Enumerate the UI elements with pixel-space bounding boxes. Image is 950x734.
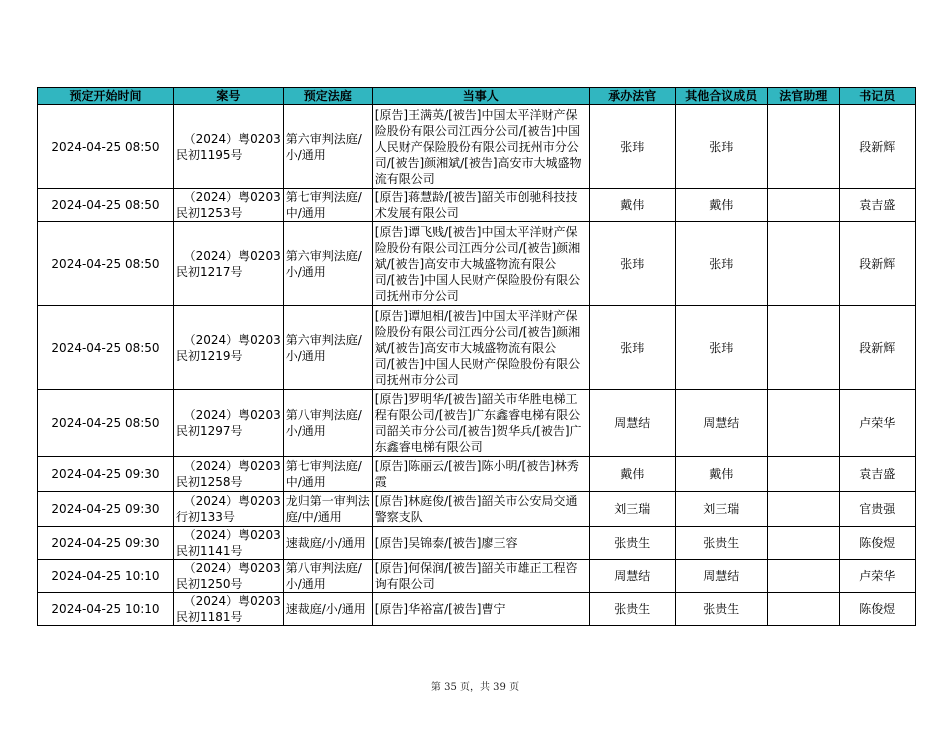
cell-case-number: [174, 390, 284, 457]
cell-text: （2024）粤0203 民初1219号: [176, 332, 281, 363]
cell-text: 张玮: [709, 139, 734, 154]
cell-courtroom: [283, 457, 372, 492]
cell-judge-assistant: [767, 105, 839, 189]
cell-text: 戴伟: [709, 198, 734, 212]
cell-text: 官贵强: [859, 502, 896, 516]
cell-case-number: [174, 593, 284, 626]
cell-panel-members: [675, 105, 767, 189]
cell-panel-members: [675, 527, 767, 560]
cell-parties: [372, 593, 589, 626]
cell-parties: [372, 527, 589, 560]
col-header-start-time: 预定开始时间: [38, 88, 174, 105]
cell-text: 2024-04-25 09:30: [51, 502, 160, 516]
cell-panel-members: [675, 189, 767, 222]
cell-text: 刘三瑞: [614, 502, 651, 516]
cell-text: 第六审判法庭/小/通用: [285, 332, 362, 363]
cell-text: [原告]陈丽云/[被告]陈小明/[被告]林秀霞: [374, 459, 579, 489]
cell-hearing-time: [38, 306, 174, 390]
cell-text: 刘三瑞: [703, 502, 740, 516]
cell-presiding-judge: [589, 222, 675, 306]
cell-parties: [372, 457, 589, 492]
cell-hearing-time: [38, 560, 174, 593]
cell-parties: [372, 306, 589, 390]
cell-text: （2024）粤0203 民初1141号: [176, 528, 281, 558]
table-row: [38, 105, 916, 189]
cell-panel-members: [675, 457, 767, 492]
cell-text: 陈俊煜: [859, 536, 896, 550]
cell-text: （2024）粤0203 民初1258号: [176, 459, 281, 489]
cell-text: [原告]华裕富/[被告]曹宁: [374, 602, 506, 616]
cell-text: [原告]吴锦泰/[被告]廖三容: [374, 536, 518, 550]
cell-courtroom: [283, 189, 372, 222]
col-header-presiding-judge: 承办法官: [589, 88, 675, 105]
cell-text: 戴伟: [620, 467, 645, 481]
cell-clerk: [839, 105, 915, 189]
cell-presiding-judge: [589, 105, 675, 189]
cell-panel-members: [675, 593, 767, 626]
cell-text: 第六审判法庭/小/通用: [285, 131, 362, 162]
cell-text: [原告]谭飞贱/[被告]中国太平洋财产保险股份有限公司江西分公司/[被告]颜湘斌/[被告]高安市大城盛物流有限公司/[被告]中国人民财产保险股份有限公司抚州市分公司: [374, 224, 581, 303]
cell-clerk: [839, 222, 915, 306]
cell-case-number: [174, 560, 284, 593]
col-header-panel-members: 其他合议成员: [675, 88, 767, 105]
cell-text: [原告]罗明华/[被告]韶关市华胜电梯工程有限公司/[被告]广东鑫睿电梯有限公司韶关市分公司/[被告]贺华兵/[被告]广东鑫睿电梯有限公司: [374, 392, 582, 454]
cell-clerk: [839, 560, 915, 593]
cell-text: 第八审判法庭/小/通用: [285, 408, 362, 438]
cell-courtroom: [283, 390, 372, 457]
table-row: [38, 390, 916, 457]
cell-parties: [372, 560, 589, 593]
cell-text: [原告]何保润/[被告]韶关市雄正工程咨询有限公司: [374, 561, 578, 591]
cell-text: 陈俊煜: [859, 602, 896, 616]
cell-case-number: [174, 222, 284, 306]
cell-parties: [372, 189, 589, 222]
page-number-footer: 第 35 页，共 39 页: [430, 682, 520, 693]
cell-clerk: [839, 306, 915, 390]
cell-panel-members: [675, 306, 767, 390]
cell-parties: [372, 105, 589, 189]
cell-panel-members: [675, 222, 767, 306]
cell-judge-assistant: [767, 492, 839, 527]
cell-text: 戴伟: [709, 467, 734, 481]
cell-text: 袁吉盛: [859, 198, 896, 212]
cell-judge-assistant: [767, 593, 839, 626]
cell-presiding-judge: [589, 189, 675, 222]
cell-case-number: [174, 189, 284, 222]
cell-courtroom: [283, 593, 372, 626]
table-header-row: [38, 88, 916, 105]
cell-text: 周慧结: [614, 416, 651, 430]
hearing-schedule-table: [37, 87, 916, 626]
col-header-case-number: 案号: [174, 88, 284, 105]
cell-presiding-judge: [589, 390, 675, 457]
cell-courtroom: [283, 527, 372, 560]
cell-case-number: [174, 492, 284, 527]
cell-text: [原告]蒋慧龄/[被告]韶关市创驰科技技术发展有限公司: [374, 190, 578, 220]
table-row: [38, 222, 916, 306]
cell-text: 第六审判法庭/小/通用: [285, 248, 362, 279]
table-row: [38, 306, 916, 390]
table-row: [38, 560, 916, 593]
cell-text: [原告]林庭俊/[被告]韶关市公安局交通警察支队: [374, 494, 578, 524]
cell-text: （2024）粤0203 民初1181号: [176, 594, 281, 624]
cell-text: 第七审判法庭/中/通用: [285, 190, 362, 220]
cell-hearing-time: [38, 527, 174, 560]
cell-text: （2024）粤0203 民初1217号: [176, 248, 281, 279]
cell-text: 第七审判法庭/中/通用: [285, 459, 362, 489]
cell-text: 2024-04-25 10:10: [51, 569, 160, 583]
cell-judge-assistant: [767, 189, 839, 222]
cell-hearing-time: [38, 492, 174, 527]
cell-hearing-time: [38, 593, 174, 626]
col-header-judge-assistant: 法官助理: [767, 88, 839, 105]
cell-text: 张玮: [620, 340, 645, 355]
cell-text: 张玮: [620, 256, 645, 271]
cell-judge-assistant: [767, 527, 839, 560]
cell-text: 袁吉盛: [859, 467, 896, 481]
table-row: [38, 492, 916, 527]
cell-panel-members: [675, 390, 767, 457]
cell-text: 2024-04-25 09:30: [51, 467, 160, 481]
cell-clerk: [839, 492, 915, 527]
cell-courtroom: [283, 105, 372, 189]
cell-case-number: [174, 527, 284, 560]
cell-panel-members: [675, 492, 767, 527]
cell-text: （2024）粤0203 行初133号: [176, 494, 281, 524]
col-header-parties: 当事人: [372, 88, 589, 105]
cell-hearing-time: [38, 222, 174, 306]
col-header-courtroom: 预定法庭: [283, 88, 372, 105]
cell-text: 张玮: [709, 256, 734, 271]
cell-clerk: [839, 390, 915, 457]
cell-text: （2024）粤0203 民初1253号: [176, 190, 281, 220]
cell-hearing-time: [38, 189, 174, 222]
cell-text: 速裁庭/小/通用: [285, 536, 366, 550]
cell-text: 龙归第一审判法庭/中/通用: [285, 494, 370, 524]
cell-presiding-judge: [589, 457, 675, 492]
cell-courtroom: [283, 306, 372, 390]
cell-presiding-judge: [589, 306, 675, 390]
cell-hearing-time: [38, 390, 174, 457]
cell-text: 卢荣华: [859, 416, 896, 430]
cell-text: 周慧结: [703, 569, 740, 583]
table-row: [38, 593, 916, 626]
cell-text: 段新辉: [859, 340, 896, 355]
cell-text: [原告]王满英/[被告]中国太平洋财产保险股份有限公司江西分公司/[被告]中国人民财产保险股份有限公司抚州市分公司/[被告]颜湘斌/[被告]高安市大城盛物流有限公司: [374, 107, 582, 186]
cell-text: 戴伟: [620, 198, 645, 212]
cell-text: 卢荣华: [859, 569, 896, 583]
cell-text: （2024）粤0203 民初1250号: [176, 561, 281, 591]
cell-clerk: [839, 527, 915, 560]
cell-text: 速裁庭/小/通用: [285, 602, 366, 616]
cell-judge-assistant: [767, 306, 839, 390]
cell-parties: [372, 222, 589, 306]
cell-hearing-time: [38, 457, 174, 492]
cell-courtroom: [283, 492, 372, 527]
col-header-clerk: 书记员: [839, 88, 915, 105]
cell-text: 2024-04-25 08:50: [51, 139, 160, 154]
cell-courtroom: [283, 222, 372, 306]
cell-text: 2024-04-25 08:50: [51, 416, 160, 430]
cell-text: 张贵生: [703, 536, 740, 550]
cell-clerk: [839, 593, 915, 626]
cell-hearing-time: [38, 105, 174, 189]
cell-text: 段新辉: [859, 139, 896, 154]
cell-text: （2024）粤0203 民初1195号: [176, 131, 281, 162]
cell-case-number: [174, 457, 284, 492]
cell-judge-assistant: [767, 560, 839, 593]
cell-text: 2024-04-25 09:30: [51, 536, 160, 550]
cell-case-number: [174, 105, 284, 189]
cell-text: 2024-04-25 08:50: [51, 340, 160, 355]
cell-text: 第八审判法庭/小/通用: [285, 561, 362, 591]
cell-clerk: [839, 457, 915, 492]
cell-text: 2024-04-25 10:10: [51, 602, 160, 616]
cell-courtroom: [283, 560, 372, 593]
cell-text: 张玮: [620, 139, 645, 154]
cell-presiding-judge: [589, 492, 675, 527]
cell-parties: [372, 492, 589, 527]
cell-text: 张玮: [709, 340, 734, 355]
cell-text: 2024-04-25 08:50: [51, 256, 160, 271]
cell-presiding-judge: [589, 560, 675, 593]
cell-text: 2024-04-25 08:50: [51, 198, 160, 212]
cell-presiding-judge: [589, 593, 675, 626]
cell-clerk: [839, 189, 915, 222]
cell-judge-assistant: [767, 390, 839, 457]
table-row: [38, 457, 916, 492]
cell-presiding-judge: [589, 527, 675, 560]
cell-text: 张贵生: [614, 602, 651, 616]
cell-text: 周慧结: [703, 416, 740, 430]
cell-text: 段新辉: [859, 256, 896, 271]
table-row: [38, 527, 916, 560]
cell-text: 周慧结: [614, 569, 651, 583]
cell-judge-assistant: [767, 222, 839, 306]
cell-text: （2024）粤0203 民初1297号: [176, 408, 281, 438]
cell-text: [原告]谭旭相/[被告]中国太平洋财产保险股份有限公司江西分公司/[被告]颜湘斌/[被告]高安市大城盛物流有限公司/[被告]中国人民财产保险股份有限公司抚州市分公司: [374, 308, 581, 387]
cell-panel-members: [675, 560, 767, 593]
cell-judge-assistant: [767, 457, 839, 492]
cell-parties: [372, 390, 589, 457]
cell-text: 张贵生: [703, 602, 740, 616]
cell-text: 张贵生: [614, 536, 651, 550]
table-row: [38, 189, 916, 222]
cell-case-number: [174, 306, 284, 390]
